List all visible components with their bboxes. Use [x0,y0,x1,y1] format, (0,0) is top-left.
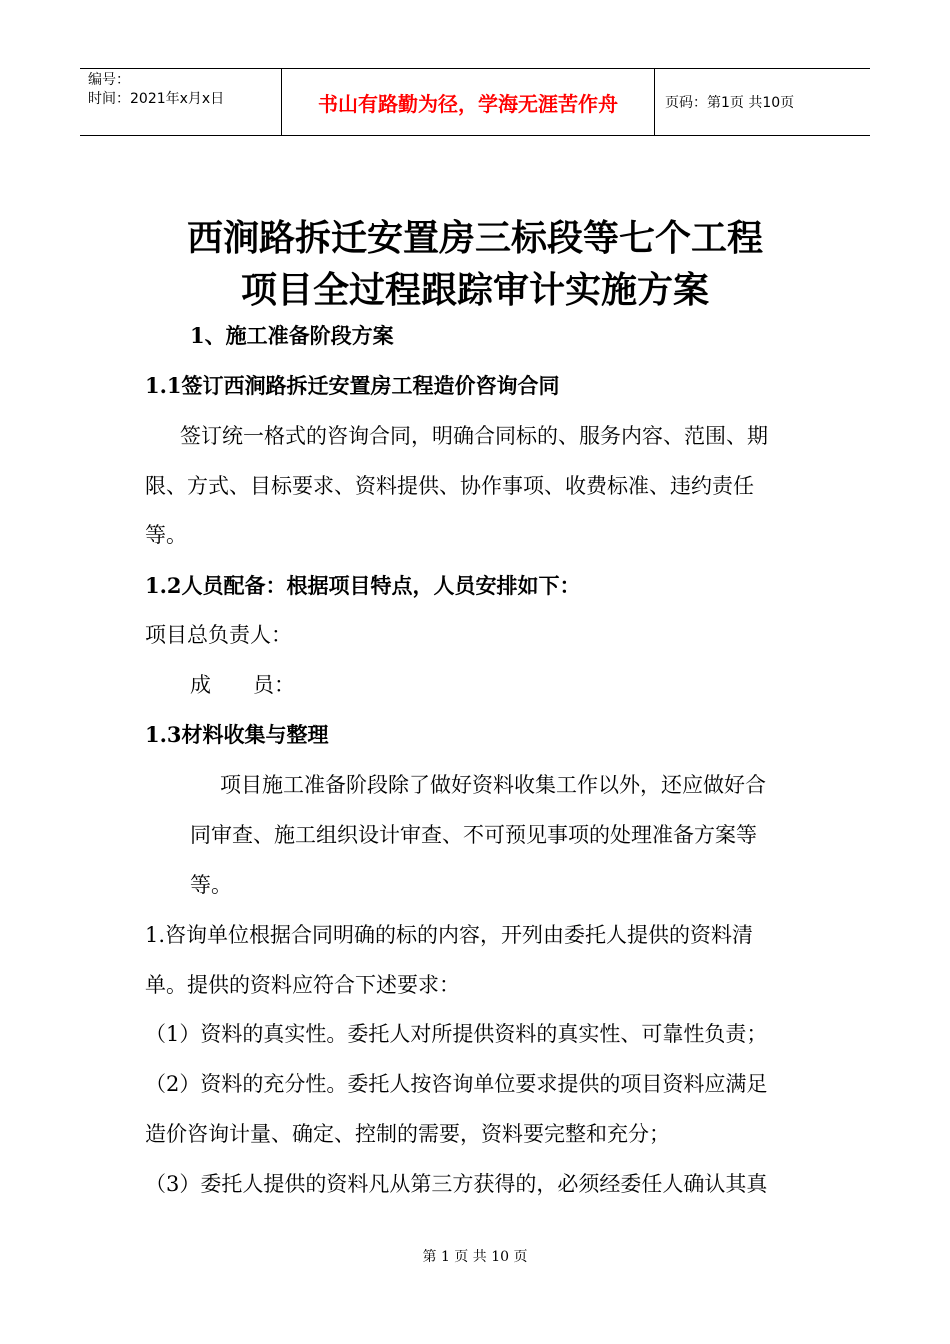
paragraph-line: 等。 [145,523,187,547]
paragraph-line: 1.咨询单位根据合同明确的标的内容，开列由委托人提供的资料清 [145,923,754,947]
title-line-2: 项目全过程跟踪审计实施方案 [240,269,709,311]
list-item: （2）资料的充分性。委托人按咨询单位要求提供的项目资料应满足 [145,1072,768,1096]
paragraph-line: 单。提供的资料应符合下述要求： [145,973,460,997]
document-number-label: 编号： [88,72,130,88]
header-motto: 书山有路勤为径，学海无涯苦作舟 [282,69,655,135]
list-item: （1）资料的真实性。委托人对所提供资料的真实性、可靠性负责； [145,1022,768,1046]
members-label: 成 员： [190,673,295,697]
header-meta [80,69,282,135]
section-heading-1: 1、施工准备阶段方案 [190,323,394,348]
page-header [80,68,870,136]
paragraph-line: 签订统一格式的咨询合同，明确合同标的、服务内容、范围、期 [180,424,768,448]
project-manager-label: 项目总负责人： [145,623,292,647]
paragraph-line: 同审查、施工组织设计审查、不可预见事项的处理准备方案等 [190,823,757,847]
paragraph-line: 等。 [190,873,232,897]
document-time-label: 时间：2021年x月x日 [88,91,225,107]
subsection-heading-1-2: 1.2人员配备：根据项目特点，人员安排如下： [145,573,581,598]
paragraph-line: 限、方式、目标要求、资料提供、协作事项、收费标准、违约责任 [145,474,754,498]
document-title [0,212,950,316]
page-footer: 第 1 页 共 10 页 [422,1249,528,1265]
subsection-heading-1-1: 1.1签订西涧路拆迁安置房工程造价咨询合同 [145,373,560,398]
subsection-heading-1-3: 1.3材料收集与整理 [145,722,329,747]
paragraph-line: 造价咨询计量、确定、控制的需要，资料要完整和充分； [145,1122,670,1146]
title-line-1: 西涧路拆迁安置房三标段等七个工程 [186,217,763,259]
header-page-info: 页码：第1页 共10页 [665,95,795,111]
paragraph-line: 项目施工准备阶段除了做好资料收集工作以外，还应做好合 [220,773,766,797]
list-item: （3）委托人提供的资料凡从第三方获得的，必须经委任人确认其真 [145,1172,768,1196]
